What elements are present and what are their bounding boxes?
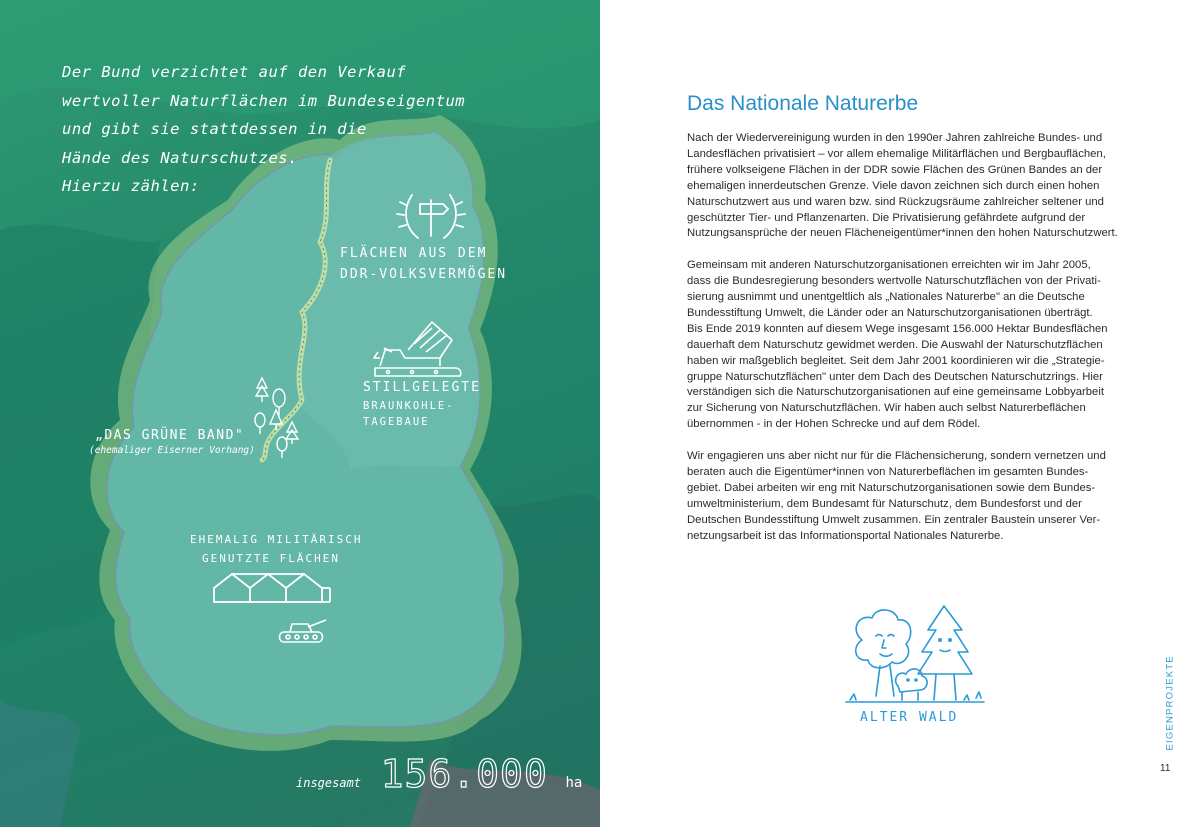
page-title: Das Nationale Naturerbe — [687, 92, 919, 115]
gruenes-band-subtitle: (ehemaliger Eiserner Vorhang) — [89, 445, 255, 456]
page-number: 11 — [1160, 763, 1171, 774]
militaer-label — [190, 530, 362, 568]
text-line: haben wir maßgeblich begleitet. Seit dem Jahr 2001 koordinieren wir die „Strategie- — [687, 354, 1105, 367]
text-line: ehemaligen innerdeutschen Grenze. Viele davon zeichnen sich durch einen hohen — [687, 179, 1100, 192]
intro-line: Hierzu zählen: — [62, 177, 200, 195]
text-line: verständigen sich die Naturschutzorganisationen auf eine gemeinsame Lobbyarbeit — [687, 386, 1104, 399]
text-line: Naturschutzwert aus und waren bzw. sind Rückzugsräume zahlreicher seltener und — [687, 195, 1104, 208]
text-line: Landesflächen privatisiert – vor allem ehemalige Militärflächen und Bergbauflächen, — [687, 147, 1106, 160]
intro-text — [62, 58, 482, 201]
text-line: Nach der Wiedervereinigung wurden in den 1990er Jahren zahlreiche Bundes- und — [687, 132, 1103, 144]
text-line: dass die Bundesregierung besonders wertvolle Naturschutzflächen von der Privati- — [687, 275, 1101, 288]
label-line: GENUTZTE FLÄCHEN — [202, 552, 340, 565]
label-line: TAGEBAUE — [363, 416, 430, 428]
paragraph — [687, 258, 1127, 433]
text-line: gruppe Naturschutzflächen" unter dem Dach des Deutschen Naturschutzrings. Hier — [687, 370, 1103, 383]
text-line: Gemeinsam mit anderen Naturschutzorganisationen erreichten wir im Jahr 2005, — [687, 259, 1091, 272]
body-text — [687, 131, 1127, 560]
intro-line: Hände des Naturschutzes. — [62, 148, 298, 167]
text-line: beraten auch die Eigentümer*innen von Naturerbeflächen im gesamten Bundes- — [687, 466, 1089, 478]
label-line: BRAUNKOHLE- — [363, 400, 455, 412]
paragraph — [687, 131, 1127, 242]
total-value: 156.000 — [380, 752, 548, 796]
paragraph — [687, 449, 1127, 544]
text-page — [600, 0, 1200, 827]
text-line: übernommen - in der Hohen Schrecke und auf dem Rödel. — [687, 418, 981, 431]
text-line: gebiet. Dabei arbeiten wir eng mit Naturschutzorganisationen sowie dem Bundes- — [687, 481, 1096, 494]
text-line: geschützter Tier- und Pflanzenarten. Die Privatisierung gefährdete aufgrund der — [687, 211, 1086, 224]
text-line: Deutschen Bundesstiftung Umwelt zusammen. Ein zentraler Baustein unserer Ver- — [687, 513, 1101, 526]
label-line: EHEMALIG MILITÄRISCH — [190, 533, 363, 546]
old-forest-icon — [840, 600, 990, 710]
text-line: frühere volkseigene Flächen in der DDR sowie Flächen des Grünen Bandes an der — [687, 163, 1103, 176]
text-line: netzungsarbeit ist das Informationsportal Nationales Naturerbe. — [687, 529, 1004, 542]
intro-line: und gibt sie stattdessen in die — [62, 120, 367, 138]
text-line: dauerhaft dem Naturschutz gewidmet werden. Die Auswahl der Naturschutzflächen — [687, 338, 1103, 351]
total-prefix: insgesamt — [296, 776, 362, 790]
section-side-label: EIGENPROJEKTE — [1164, 655, 1176, 751]
intro-line: Der Bund verzichtet auf den Verkauf — [62, 63, 407, 81]
text-line: umweltministerium, dem Bundesamt für Naturschutz, dem Bundesforst und der — [687, 497, 1082, 510]
intro-line: wertvoller Naturflächen im Bundeseigentum — [62, 91, 466, 110]
gruenes-band-title: „DAS GRÜNE BAND" — [95, 428, 245, 443]
text-line: Wir engagieren uns aber nicht nur für die Flächensicherung, sondern vernetzen und — [687, 450, 1106, 463]
ddr-land-label — [340, 243, 507, 285]
label-line: FLÄCHEN AUS DEM — [340, 246, 488, 261]
text-line: sierung ausnimmt und unentgeltlich als „Nationales Naturerbe" an die Deutsche — [687, 291, 1085, 304]
alter-wald-label: ALTER WALD — [860, 710, 959, 725]
braunkohle-label — [363, 377, 481, 430]
text-line: zur Sicherung von Naturschutzflächen. Wir haben auch selbst Naturerbeflächen — [687, 402, 1086, 415]
text-line: Bundesstiftung Umwelt, die Länder oder an Naturschutzorganisationen überträgt. — [687, 306, 1093, 319]
text-line: Nutzungsansprüche der neuen Flächeneigentümer*innen den hohen Naturschutzwert. — [687, 227, 1118, 240]
gruenes-band-label — [89, 428, 255, 456]
total-area — [296, 752, 582, 796]
text-line: Bis Ende 2019 konnten auf diesem Wege insgesamt 156.000 Hektar Bundesflächen — [687, 322, 1108, 335]
total-unit: ha — [565, 775, 583, 791]
label-line: STILLGELEGTE — [363, 380, 481, 395]
label-line: DDR-VOLKSVERMÖGEN — [340, 267, 508, 282]
